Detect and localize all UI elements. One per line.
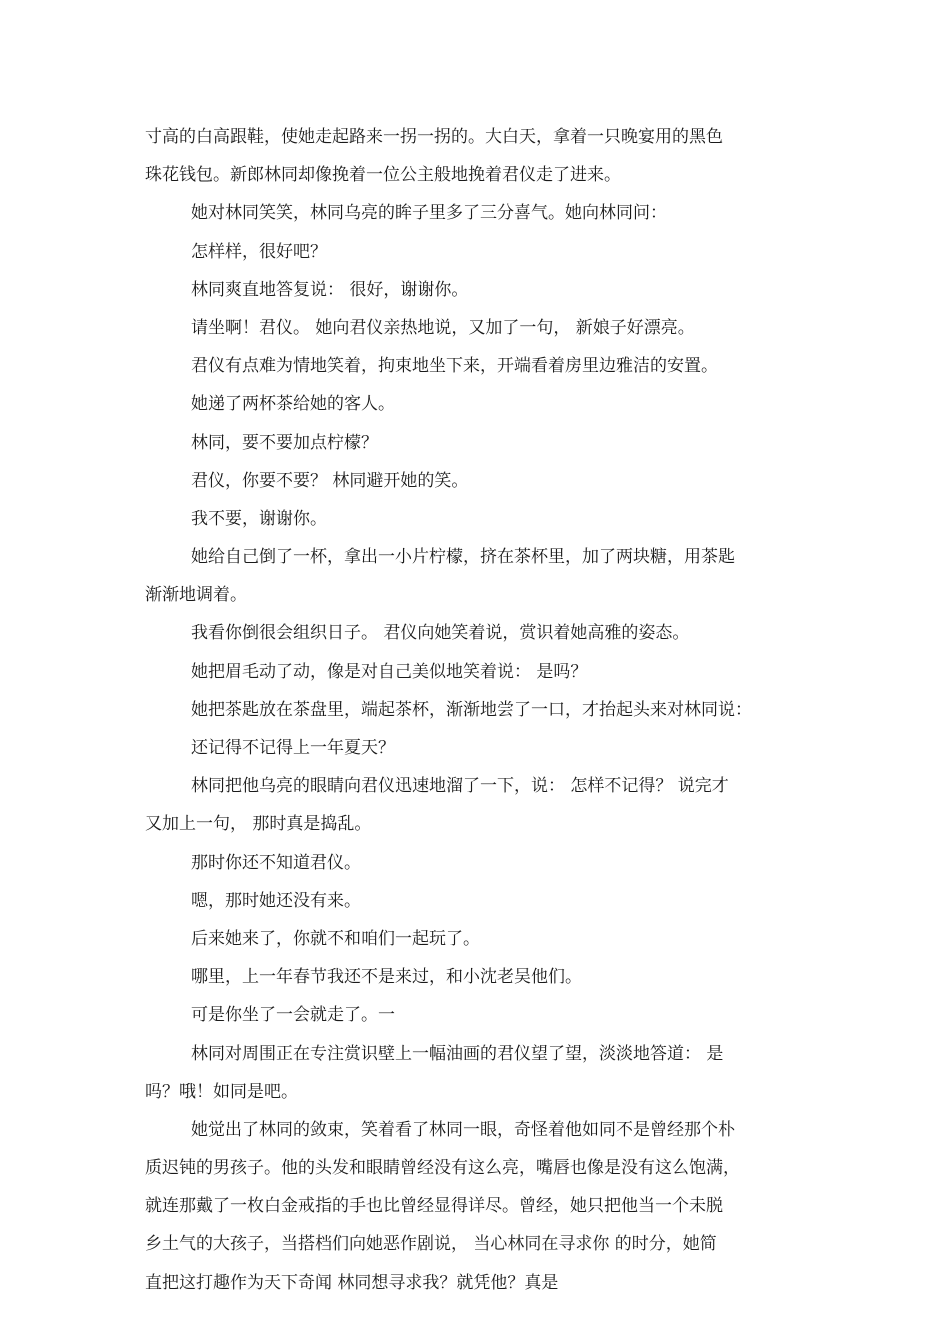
text-line: 林同把他乌亮的眼睛向君仪迅速地溜了一下，说： 怎样不记得？ 说完才 xyxy=(191,776,729,797)
text-line: 可是你坐了一会就走了。一 xyxy=(191,1005,395,1026)
text-line: 寸高的白高跟鞋，使她走起路来一拐一拐的。大白天，拿着一只晚宴用的黑色 xyxy=(145,127,723,147)
text-line: 质迟钝的男孩子。他的头发和眼睛曾经没有这么亮，嘴唇也像是没有这么饱满， xyxy=(145,1158,740,1179)
text-line: 请坐啊！君仪。 她向君仪亲热地说，又加了一句， 新娘子好漂亮。 xyxy=(191,317,695,338)
text-line: 我看你倒很会组织日子。 君仪向她笑着说，赏识着她高雅的姿态。 xyxy=(191,623,690,644)
text-line: 怎样样，很好吧？ xyxy=(191,241,327,262)
text-line: 直把这打趣作为天下奇闻 林同想寻求我？就凭他？真是 xyxy=(145,1272,559,1293)
text-line: 她把茶匙放在茶盘里，端起茶杯，渐渐地尝了一口，才抬起头来对林同说： xyxy=(191,699,752,720)
text-line: 乡土气的大孩子，当搭档们向她恶作剧说， 当心林同在寻求你 的时分，她简 xyxy=(145,1234,717,1255)
text-line: 她对林同笑笑，林同乌亮的眸子里多了三分喜气。她向林同问： xyxy=(191,203,667,224)
text-line: 嗯，那时她还没有来。 xyxy=(191,890,361,911)
text-line: 又加上一句， 那时真是捣乱。 xyxy=(145,814,372,835)
text-line: 她递了两杯茶给她的客人。 xyxy=(191,394,395,415)
text-line: 林同对周围正在专注赏识壁上一幅油画的君仪望了望，淡淡地答道： 是 xyxy=(191,1043,724,1064)
text-line: 珠花钱包。新郎林同却像挽着一位公主般地挽着君仪走了进来。 xyxy=(145,165,621,186)
text-line: 哪里，上一年春节我还不是来过，和小沈老吴他们。 xyxy=(191,967,582,988)
text-line: 君仪，你要不要？ 林同避开她的笑。 xyxy=(191,470,469,491)
text-line: 我不要，谢谢你。 xyxy=(191,508,327,529)
text-line: 林同，要不要加点柠檬？ xyxy=(191,432,378,453)
text-line: 她给自己倒了一杯，拿出一小片柠檬，挤在茶杯里，加了两块糖，用茶匙 xyxy=(191,547,735,568)
text-line: 她觉出了林同的敛束，笑着看了林同一眼，奇怪着他如同不是曾经那个朴 xyxy=(191,1119,735,1140)
body-text xyxy=(145,118,810,1302)
text-line: 还记得不记得上一年夏天？ xyxy=(191,738,395,758)
text-line: 那时你还不知道君仪。 xyxy=(191,852,361,873)
text-line: 渐渐地调着。 xyxy=(145,585,247,606)
text-line: 就连那戴了一枚白金戒指的手也比曾经显得详尽。曾经，她只把他当一个未脱 xyxy=(145,1196,723,1217)
text-line: 君仪有点难为情地笑着，拘束地坐下来，开端看着房里边雅洁的安置。 xyxy=(191,356,718,377)
text-line: 后来她来了，你就不和咱们一起玩了。 xyxy=(191,928,480,949)
text-line: 吗？哦！如同是吧。 xyxy=(145,1081,298,1102)
text-line: 她把眉毛动了动，像是对自己美似地笑着说： 是吗？ xyxy=(191,661,588,682)
text-line: 林同爽直地答复说： 很好，谢谢你。 xyxy=(191,279,469,300)
